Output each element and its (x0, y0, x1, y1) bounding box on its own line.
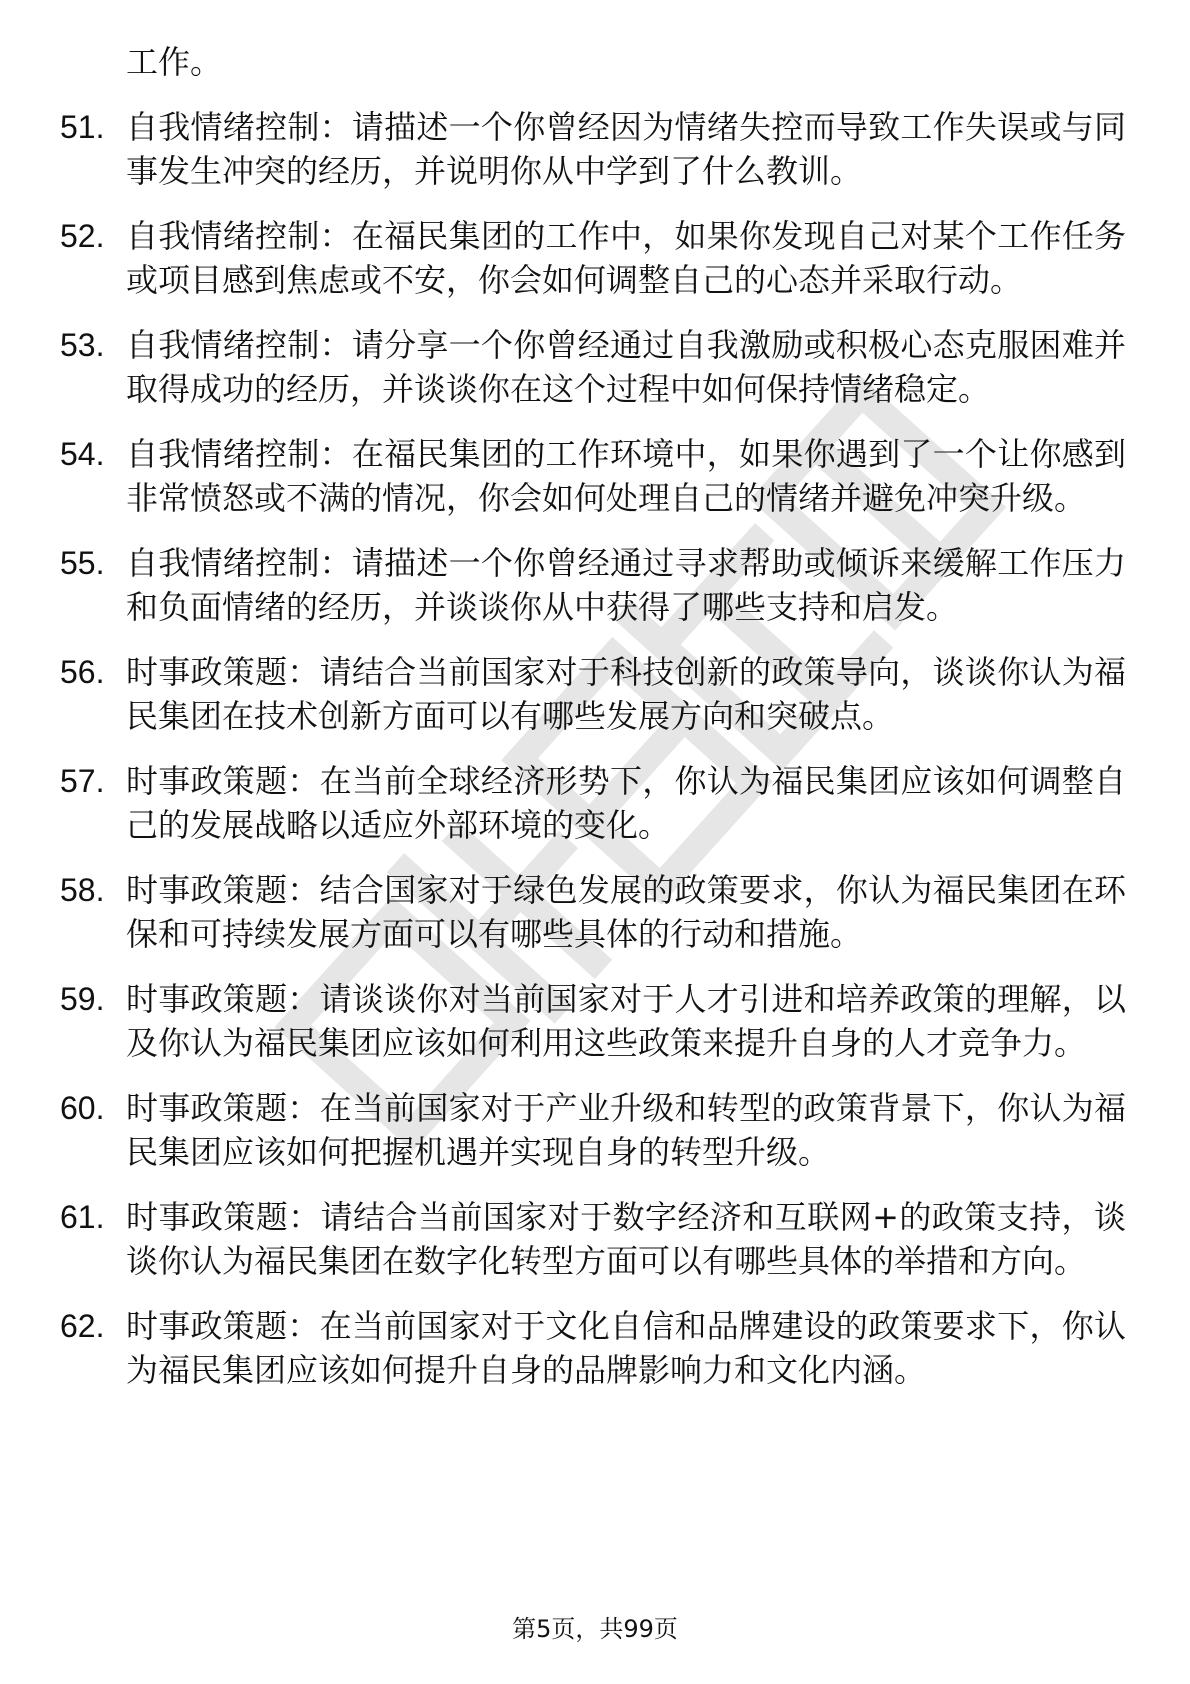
continuation-text: 工作。 (126, 43, 223, 81)
question-number: 54. (60, 436, 105, 472)
question-text: 自我情绪控制：请分享一个你曾经通过自我激励或积极心态克服困难并取得成功的经历，并谈谈你在这个过程中如何保持情绪稳定。 (126, 326, 1126, 408)
question-item (60, 214, 1126, 302)
question-item (60, 1086, 1126, 1174)
question-text: 时事政策题：在当前国家对于文化自信和品牌建设的政策要求下，你认为福民集团应该如何提升自身的品牌影响力和文化内涵。 (126, 1307, 1126, 1389)
question-number: 57. (60, 763, 105, 799)
question-item (60, 432, 1126, 520)
question-item (60, 868, 1126, 956)
question-number: 62. (60, 1308, 105, 1344)
question-item (60, 323, 1126, 411)
question-text: 时事政策题：在当前全球经济形势下，你认为福民集团应该如何调整自己的发展战略以适应外部环境的变化。 (126, 762, 1126, 844)
question-number: 53. (60, 327, 105, 363)
question-list (60, 105, 1126, 1392)
question-text: 自我情绪控制：请描述一个你曾经因为情绪失控而导致工作失误或与同事发生冲突的经历，并说明你从中学到了什么教训。 (126, 108, 1126, 190)
question-number: 52. (60, 218, 105, 254)
question-number: 51. (60, 109, 105, 145)
question-number: 56. (60, 654, 105, 690)
question-item (60, 105, 1126, 193)
page-number-label: 第5页，共99页 (512, 1615, 678, 1643)
question-text: 时事政策题：在当前国家对于产业升级和转型的政策背景下，你认为福民集团应该如何把握机遇并实现自身的转型升级。 (126, 1089, 1126, 1171)
question-item (60, 650, 1126, 738)
question-text: 时事政策题：请结合当前国家对于科技创新的政策导向，谈谈你认为福民集团在技术创新方面可以有哪些发展方向和突破点。 (126, 653, 1126, 735)
question-number: 61. (60, 1199, 105, 1235)
question-text: 时事政策题：结合国家对于绿色发展的政策要求，你认为福民集团在环保和可持续发展方面可以有哪些具体的行动和措施。 (126, 871, 1126, 953)
question-text: 自我情绪控制：在福民集团的工作环境中，如果你遇到了一个让你感到非常愤怒或不满的情况，你会如何处理自己的情绪并避免冲突升级。 (126, 435, 1126, 517)
question-text: 自我情绪控制：请描述一个你曾经通过寻求帮助或倾诉来缓解工作压力和负面情绪的经历，并谈谈你从中获得了哪些支持和启发。 (126, 544, 1126, 626)
question-item (60, 1304, 1126, 1392)
question-text: 时事政策题：请谈谈你对当前国家对于人才引进和培养政策的理解，以及你认为福民集团应该如何利用这些政策来提升自身的人才竞争力。 (126, 980, 1126, 1062)
question-item (60, 541, 1126, 629)
question-content (60, 40, 1126, 1392)
question-number: 60. (60, 1090, 105, 1126)
question-number: 59. (60, 981, 105, 1017)
question-item (60, 1195, 1126, 1283)
page-footer (0, 1614, 1190, 1644)
question-item (60, 759, 1126, 847)
question-text: 自我情绪控制：在福民集团的工作中，如果你发现自己对某个工作任务或项目感到焦虑或不安，你会如何调整自己的心态并采取行动。 (126, 217, 1126, 299)
question-text: 时事政策题：请结合当前国家对于数字经济和互联网+的政策支持，谈谈你认为福民集团在数字化转型方面可以有哪些具体的举措和方向。 (126, 1198, 1126, 1280)
question-number: 55. (60, 545, 105, 581)
question-number: 58. (60, 872, 105, 908)
question-item (60, 977, 1126, 1065)
